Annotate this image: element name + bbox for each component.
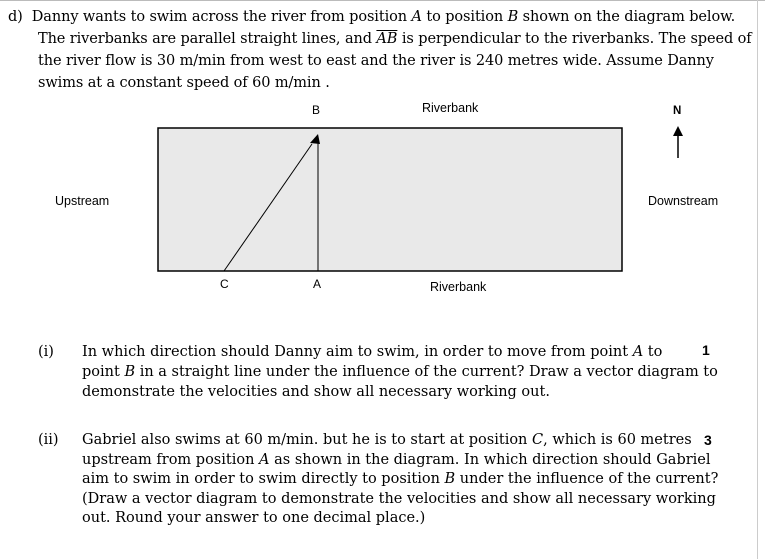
intro-line-1: d) Danny wants to swim across the river from position A to position B shown on the diagram below. [8, 9, 736, 25]
riverbank-bottom-label: Riverbank [430, 280, 487, 294]
part-i-marks: 1 [702, 342, 710, 358]
intro-line-2: The riverbanks are parallel straight lines, and $\overline{AB}$ is perpendicular to the riverbanks. The speed of [38, 31, 752, 47]
riverbank-top-label: Riverbank [422, 101, 479, 115]
point-label-a: A [313, 277, 322, 291]
question-label: d) [8, 9, 23, 25]
north-label: N [673, 105, 682, 117]
part-ii-text: Gabriel also swims at 60 m/min. but he is to start at position C, which is 60 metres upstream from position A as shown in the diagram. In which direction should Gabriel aim to swim in order to swim directly to position B under the influence of the current? (Draw a vector diagram to demonstrate the velocities and show all necessary working out. Round your answer to one decimal place.) [82, 432, 719, 526]
vector-ab: $\overline{AB}$ [376, 31, 398, 47]
point-label-b: B [312, 103, 321, 117]
river-rectangle [158, 128, 622, 271]
point-label-c: C [220, 277, 229, 291]
north-arrow-icon [673, 126, 683, 136]
upstream-label: Upstream [55, 194, 110, 208]
downstream-label: Downstream [648, 194, 719, 208]
part-ii-number: (ii) [38, 432, 59, 448]
part-ii-marks: 3 [704, 432, 712, 448]
part-i-text: In which direction should Danny aim to swim, in order to move from point A to point B in a straight line under the influence of the current? Draw a vector diagram to demonstrate the velocities and show all necessary working out. [82, 344, 718, 400]
intro-line-4: swims at a constant speed of 60 m/min . [38, 75, 330, 91]
intro-line-3: the river flow is 30 m/min from west to east and the river is 240 metres wide. Assume Danny [38, 53, 714, 69]
part-i-number: (i) [38, 344, 54, 360]
